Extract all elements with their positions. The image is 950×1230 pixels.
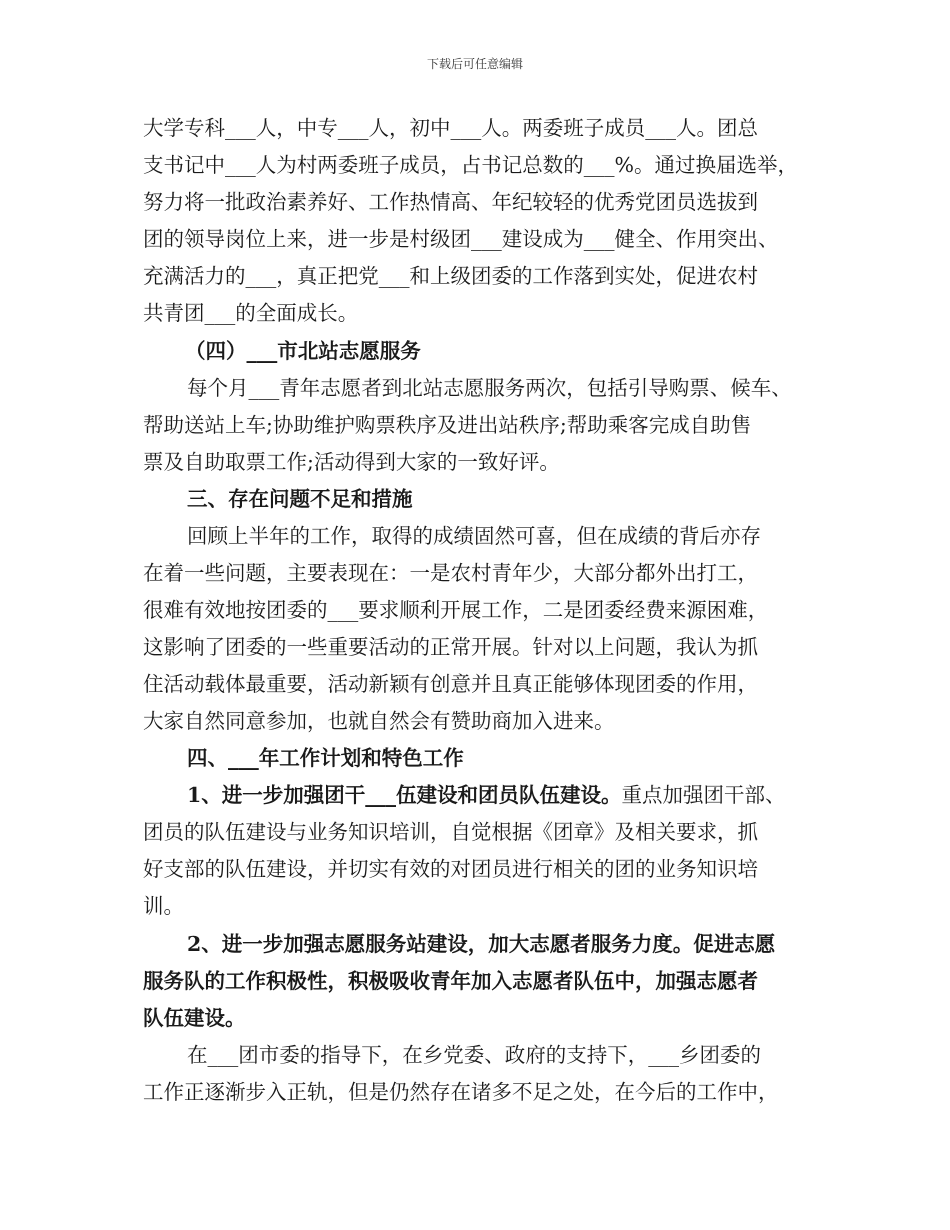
- paragraph-line: 帮助送站上车;协助维护购票秩序及进出站秩序;帮助乘客完成自助售: [143, 413, 752, 437]
- bold-paragraph-line: 服务队的工作积极性，积极吸收青年加入志愿者队伍中，加强志愿者: [143, 969, 758, 993]
- item-text: 重点加强团干部、: [621, 783, 786, 807]
- paragraph-line: 票及自助取票工作;活动得到大家的一致好评。: [143, 450, 560, 474]
- paragraph-line: 在着一些问题，主要表现在：一是农村青年少，大部分都外出打工，: [143, 561, 758, 585]
- paragraph-line: 共青团___的全面成长。: [143, 301, 359, 325]
- section-heading: 四、___年工作计划和特色工作: [187, 746, 464, 770]
- paragraph-line: 很难有效地按团委的___要求顺利开展工作，二是团委经费来源困难，: [143, 598, 769, 622]
- paragraph-line: 这影响了团委的一些重要活动的正常开展。针对以上问题，我认为抓: [143, 635, 758, 659]
- paragraph-line: 支书记中___人为村两委班子成员，占书记总数的___%。通过换届选举，: [143, 153, 798, 177]
- paragraph-line: 在___团市委的指导下，在乡党委、政府的支持下，___乡团委的: [187, 1043, 761, 1067]
- bold-paragraph-line: 2、进一步加强志愿服务站建设，加大志愿者服务力度。促进志愿: [187, 932, 776, 956]
- paragraph-line: [187, 782, 786, 808]
- paragraph-line: 努力将一批政治素养好、工作热情高、年纪较轻的优秀党团员选拔到: [143, 190, 758, 214]
- paragraph-line: 住活动载体最重要，活动新颖有创意并且真正能够体现团委的作用，: [143, 672, 758, 696]
- paragraph-line: 工作正逐渐步入正轨，但是仍然存在诸多不足之处，在今后的工作中，: [143, 1080, 779, 1104]
- page-header: 下载后可任意编辑: [426, 57, 523, 71]
- paragraph-line: 训。: [143, 894, 184, 918]
- paragraph-line: 回顾上半年的工作，取得的成绩固然可喜，但在成绩的背后亦存: [187, 524, 761, 548]
- paragraph-line: 团的领导岗位上来，进一步是村级团___建设成为___健全、作用突出、: [143, 227, 779, 251]
- paragraph-line: 大学专科___人，中专___人，初中___人。两委班子成员___人。团总: [143, 116, 758, 140]
- paragraph-line: 充满活力的___，真正把党___和上级团委的工作落到实处，促进农村: [143, 264, 758, 288]
- paragraph-line: 每个月___青年志愿者到北站志愿服务两次，包括引导购票、候车、: [187, 376, 792, 400]
- paragraph-line: 团员的队伍建设与业务知识培训，自觉根据《团章》及相关要求，抓: [143, 820, 758, 844]
- bold-paragraph-line: 队伍建设。: [143, 1006, 246, 1030]
- paragraph-line: 大家自然同意参加，也就自然会有赞助商加入进来。: [143, 709, 615, 733]
- item-heading: 1、进一步加强团干___伍建设和团员队伍建设。: [187, 783, 622, 807]
- section-heading: （四）___市北站志愿服务: [185, 339, 421, 363]
- section-heading: 三、存在问题不足和措施: [187, 487, 413, 511]
- paragraph-line: 好支部的队伍建设，并切实有效的对团员进行相关的团的业务知识培: [143, 857, 758, 881]
